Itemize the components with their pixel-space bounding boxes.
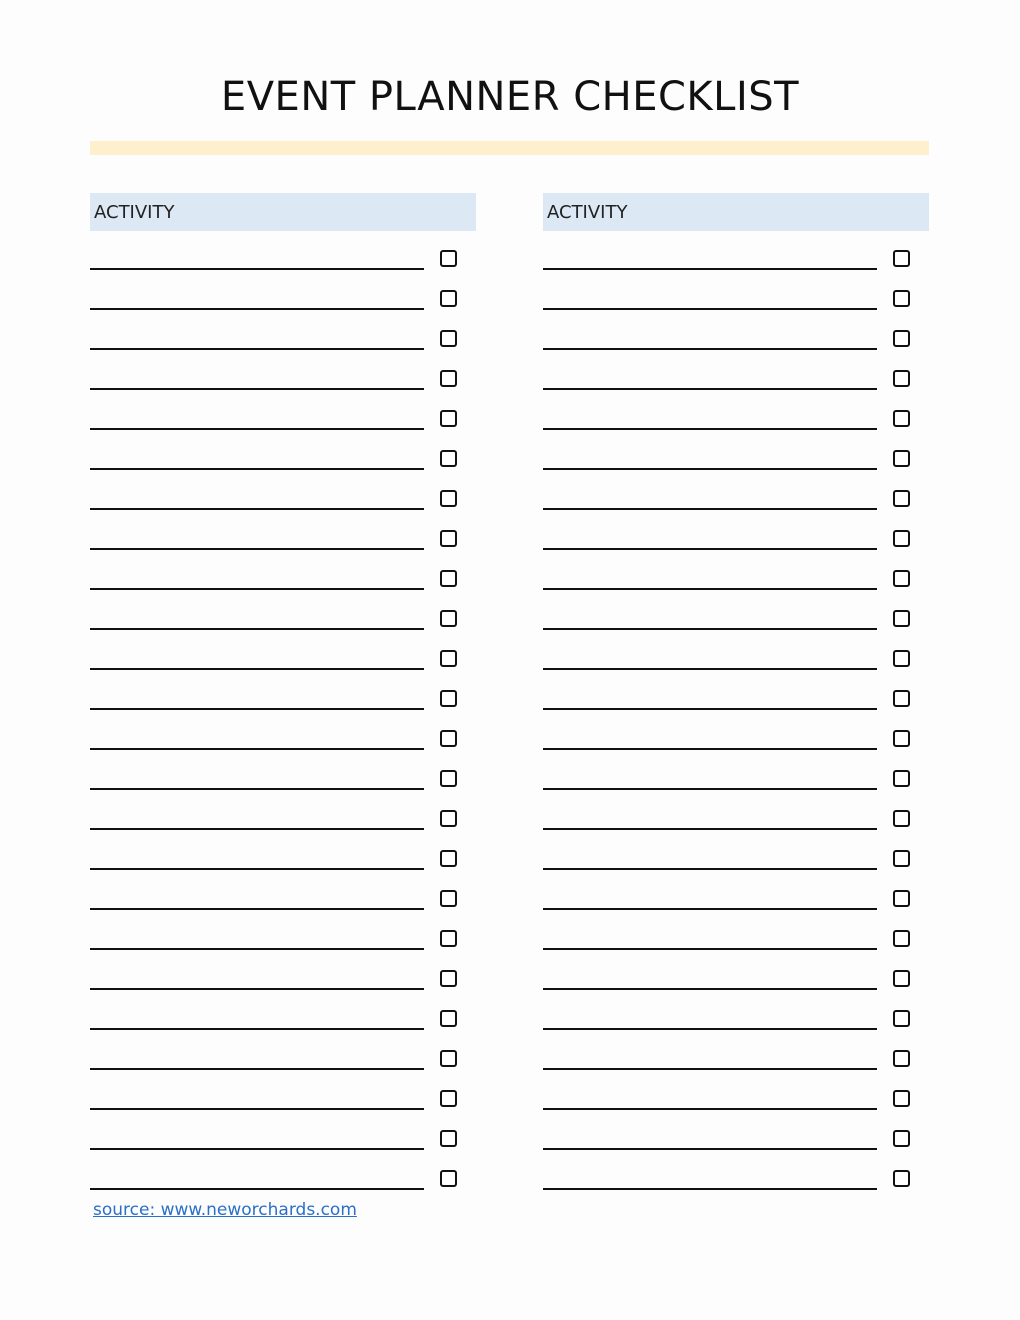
checklist-row xyxy=(90,511,476,551)
checklist-row xyxy=(543,391,929,431)
checklist-row xyxy=(90,671,476,711)
checklist-row xyxy=(543,231,929,271)
checkbox[interactable] xyxy=(440,1130,457,1147)
checkbox[interactable] xyxy=(440,1010,457,1027)
checklist-row xyxy=(90,591,476,631)
checkbox[interactable] xyxy=(893,730,910,747)
activity-write-line[interactable] xyxy=(90,348,424,350)
activity-write-line[interactable] xyxy=(90,508,424,510)
checkbox[interactable] xyxy=(440,850,457,867)
activity-write-line[interactable] xyxy=(90,948,424,950)
checklist-row xyxy=(543,351,929,391)
activity-write-line[interactable] xyxy=(90,748,424,750)
activity-write-line[interactable] xyxy=(543,668,877,670)
checklist-row xyxy=(543,991,929,1031)
checkbox[interactable] xyxy=(893,1010,910,1027)
checkbox[interactable] xyxy=(893,410,910,427)
checkbox[interactable] xyxy=(440,770,457,787)
checkbox[interactable] xyxy=(440,570,457,587)
page-title: EVENT PLANNER CHECKLIST xyxy=(220,74,800,120)
checklist-row xyxy=(543,831,929,871)
checkbox[interactable] xyxy=(893,930,910,947)
checklist-row xyxy=(90,751,476,791)
activity-write-line[interactable] xyxy=(90,308,424,310)
checkbox[interactable] xyxy=(893,690,910,707)
checkbox[interactable] xyxy=(440,810,457,827)
checkbox[interactable] xyxy=(893,770,910,787)
activity-write-line[interactable] xyxy=(90,1188,424,1190)
accent-bar xyxy=(90,141,929,155)
activity-write-line[interactable] xyxy=(90,428,424,430)
checkbox[interactable] xyxy=(440,1170,457,1187)
activity-write-line[interactable] xyxy=(543,1188,877,1190)
checklist-row xyxy=(90,951,476,991)
checklist-row xyxy=(543,791,929,831)
activity-write-line[interactable] xyxy=(543,748,877,750)
activity-write-line[interactable] xyxy=(543,628,877,630)
checklist-row xyxy=(90,1151,476,1191)
checklist-row xyxy=(90,1031,476,1071)
checkbox[interactable] xyxy=(893,810,910,827)
checkbox[interactable] xyxy=(893,490,910,507)
checklist-row xyxy=(543,951,929,991)
checklist-row xyxy=(90,631,476,671)
checklist-row xyxy=(90,311,476,351)
checklist-row xyxy=(543,1071,929,1111)
checklist-row xyxy=(543,911,929,951)
checkbox[interactable] xyxy=(893,1090,910,1107)
checklist-row xyxy=(543,271,929,311)
activity-write-line[interactable] xyxy=(90,1028,424,1030)
checklist-row xyxy=(543,311,929,351)
checkbox[interactable] xyxy=(440,450,457,467)
activity-write-line[interactable] xyxy=(543,468,877,470)
activity-write-line[interactable] xyxy=(543,548,877,550)
activity-write-line[interactable] xyxy=(90,668,424,670)
checklist-row xyxy=(543,1111,929,1151)
activity-write-line[interactable] xyxy=(543,268,877,270)
checkbox[interactable] xyxy=(893,450,910,467)
activity-write-line[interactable] xyxy=(543,1028,877,1030)
checklist-row xyxy=(543,711,929,751)
activity-write-line[interactable] xyxy=(90,628,424,630)
activity-write-line[interactable] xyxy=(543,308,877,310)
checkbox[interactable] xyxy=(440,290,457,307)
checklist-row xyxy=(90,431,476,471)
checklist-row xyxy=(90,551,476,591)
activity-write-line[interactable] xyxy=(90,388,424,390)
column-header: ACTIVITY xyxy=(90,193,476,231)
checkbox[interactable] xyxy=(893,970,910,987)
checklist-column-left xyxy=(90,193,476,1191)
checkbox[interactable] xyxy=(893,650,910,667)
activity-write-line[interactable] xyxy=(543,948,877,950)
checklist-row xyxy=(90,871,476,911)
activity-write-line[interactable] xyxy=(90,788,424,790)
checkbox[interactable] xyxy=(893,530,910,547)
checkbox[interactable] xyxy=(440,410,457,427)
checklist-row xyxy=(90,271,476,311)
checklist-row xyxy=(90,911,476,951)
checkbox[interactable] xyxy=(440,370,457,387)
checkbox[interactable] xyxy=(440,610,457,627)
checkbox[interactable] xyxy=(440,690,457,707)
checklist-row xyxy=(543,631,929,671)
checkbox[interactable] xyxy=(893,570,910,587)
checkbox[interactable] xyxy=(440,890,457,907)
activity-write-line[interactable] xyxy=(543,788,877,790)
checklist-row xyxy=(90,1111,476,1151)
activity-write-line[interactable] xyxy=(543,388,877,390)
checkbox[interactable] xyxy=(440,730,457,747)
checkbox[interactable] xyxy=(893,610,910,627)
activity-write-line[interactable] xyxy=(543,868,877,870)
checklist-row xyxy=(90,231,476,271)
checklist-row xyxy=(90,351,476,391)
checklist-row xyxy=(90,1071,476,1111)
activity-write-line[interactable] xyxy=(90,268,424,270)
checklist-row xyxy=(543,431,929,471)
checkbox[interactable] xyxy=(440,330,457,347)
checklist-row xyxy=(543,671,929,711)
checklist-row xyxy=(90,391,476,431)
checklist-column-right xyxy=(543,193,929,1191)
checkbox[interactable] xyxy=(440,970,457,987)
checklist-row xyxy=(543,551,929,591)
checklist-row xyxy=(90,791,476,831)
checkbox[interactable] xyxy=(440,650,457,667)
activity-write-line[interactable] xyxy=(90,588,424,590)
column-header: ACTIVITY xyxy=(543,193,929,231)
activity-write-line[interactable] xyxy=(90,1108,424,1110)
activity-write-line[interactable] xyxy=(90,708,424,710)
checklist-row xyxy=(543,1151,929,1191)
source-link[interactable]: source: www.neworchards.com xyxy=(93,1200,357,1220)
checkbox[interactable] xyxy=(440,530,457,547)
checkbox[interactable] xyxy=(893,1170,910,1187)
activity-write-line[interactable] xyxy=(90,988,424,990)
checkbox[interactable] xyxy=(893,250,910,267)
activity-write-line[interactable] xyxy=(543,1148,877,1150)
activity-write-line[interactable] xyxy=(90,548,424,550)
checkbox[interactable] xyxy=(893,1130,910,1147)
checklist-row xyxy=(90,471,476,511)
checklist-row xyxy=(90,991,476,1031)
activity-write-line[interactable] xyxy=(543,1108,877,1110)
checkbox[interactable] xyxy=(893,330,910,347)
checklist-row xyxy=(543,591,929,631)
activity-write-line[interactable] xyxy=(543,508,877,510)
activity-write-line[interactable] xyxy=(543,908,877,910)
activity-write-line[interactable] xyxy=(90,868,424,870)
checkbox[interactable] xyxy=(440,1090,457,1107)
checkbox[interactable] xyxy=(440,250,457,267)
checklist-row xyxy=(543,471,929,511)
checkbox[interactable] xyxy=(893,1050,910,1067)
checkbox[interactable] xyxy=(440,930,457,947)
activity-write-line[interactable] xyxy=(543,708,877,710)
activity-write-line[interactable] xyxy=(90,828,424,830)
checkbox[interactable] xyxy=(893,290,910,307)
checklist-row xyxy=(90,711,476,751)
checkbox[interactable] xyxy=(893,890,910,907)
checkbox[interactable] xyxy=(893,370,910,387)
activity-write-line[interactable] xyxy=(543,828,877,830)
activity-write-line[interactable] xyxy=(543,588,877,590)
activity-write-line[interactable] xyxy=(543,988,877,990)
checklist-row xyxy=(543,511,929,551)
checkbox[interactable] xyxy=(440,490,457,507)
activity-write-line[interactable] xyxy=(90,1148,424,1150)
checklist-row xyxy=(90,831,476,871)
activity-write-line[interactable] xyxy=(543,1068,877,1070)
checkbox[interactable] xyxy=(893,850,910,867)
activity-write-line[interactable] xyxy=(90,468,424,470)
activity-write-line[interactable] xyxy=(543,348,877,350)
checklist-row xyxy=(543,1031,929,1071)
activity-write-line[interactable] xyxy=(90,1068,424,1070)
checklist-row xyxy=(543,751,929,791)
activity-write-line[interactable] xyxy=(90,908,424,910)
checkbox[interactable] xyxy=(440,1050,457,1067)
checklist-row xyxy=(543,871,929,911)
activity-write-line[interactable] xyxy=(543,428,877,430)
